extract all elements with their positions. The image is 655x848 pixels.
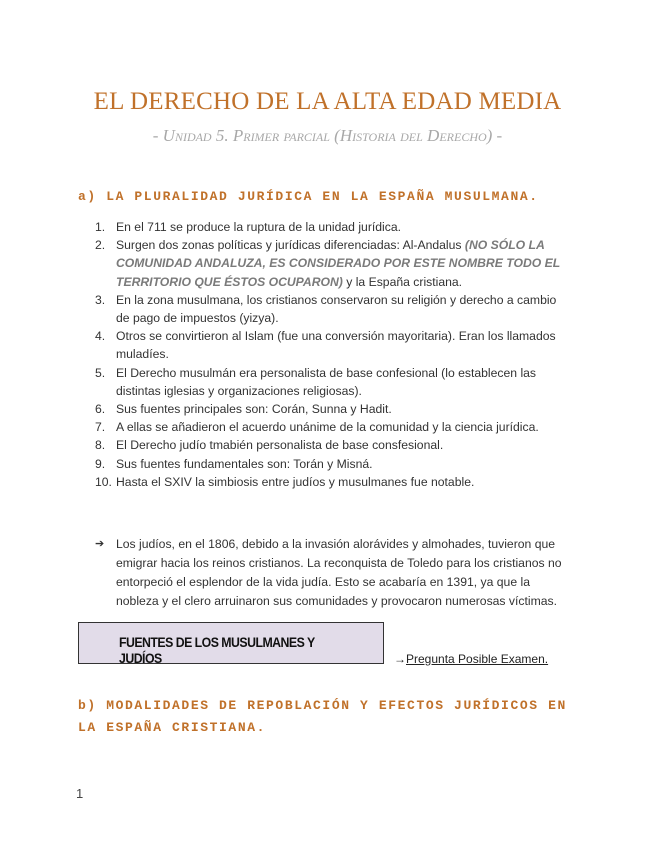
list-item [95, 327, 565, 363]
list-item [95, 418, 565, 436]
list-text: Sus fuentes principales son: Corán, Sunna y Hadit. [116, 402, 392, 417]
list-item [95, 291, 565, 327]
list-text: A ellas se añadieron el acuerdo unánime de la comunidad y la ciencia jurídica. [116, 420, 539, 435]
list-item [95, 473, 565, 491]
list-number: 6. [95, 402, 106, 417]
document-title: EL DERECHO DE LA ALTA EDAD MEDIA [93, 88, 562, 115]
arrow-paragraph-text: Los judíos, en el 1806, debido a la invasión alorávides y almohades, tuvieron que emigrar hacia los reinos cristianos. La reconquista de Toledo para los cristianos no entorpeció el esplendor de la vida judía. Esto se acabaría en 1391, ya que la nobleza y el clero arruinaron sus comunidades y provocaron numerosas víctimas. [116, 537, 562, 608]
page-number: 1 [76, 786, 84, 801]
list-item [95, 364, 565, 400]
section-b-heading: b) MODALIDADES DE REPOBLACIÓN Y EFECTOS JURÍDICOS EN LA ESPAÑA CRISTIANA. [78, 698, 567, 735]
section-a-heading: a) LA PLURALIDAD JURÍDICA EN LA ESPAÑA MUSULMANA. [78, 189, 539, 204]
right-arrow-icon: → [394, 652, 406, 666]
list-number: 3. [95, 292, 106, 307]
list-item [95, 218, 565, 236]
list-number: 7. [95, 420, 106, 435]
list-item [95, 455, 565, 473]
list-number: 2. [95, 238, 106, 253]
highlight-box [78, 622, 384, 664]
list-text: En el 711 se produce la ruptura de la unidad jurídica. [116, 220, 402, 234]
exam-note-text: Pregunta Posible Examen. [406, 652, 549, 666]
list-text-pre: Surgen dos zonas políticas y jurídicas diferenciadas: Al-Andalus [116, 238, 465, 253]
list-number: 9. [95, 456, 106, 471]
document-subtitle: - Unidad 5. Primer parcial (Historia del Derecho) - [152, 126, 503, 145]
list-item [95, 400, 565, 418]
list-text: Otros se convirtieron al Islam (fue una conversión mayoritaria). Eran los llamados muladíes. [116, 329, 556, 362]
list-text-post: y la España cristiana. [342, 274, 463, 289]
emphasis-note: (NO SÓLO LA COMUNIDAD ANDALUZA, ES CONSIDERADO POR ESTE NOMBRE TODO EL TERRITORIO QUE ÉSTOS OCUPARON) [116, 238, 560, 289]
list-number: 1. [95, 220, 106, 234]
numbered-list [95, 218, 565, 491]
arrow-bullet-icon: ➔ [95, 538, 105, 550]
exam-note [394, 652, 548, 666]
list-number: 5. [95, 365, 106, 380]
list-text: En la zona musulmana, los cristianos conservaron su religión y derecho a cambio de pago de impuestos (yizya). [116, 292, 557, 326]
list-text: Hasta el SXIV la simbiosis entre judíos y musulmanes fue notable. [116, 474, 475, 489]
list-text: El Derecho judío tmabién personalista de base consfesional. [116, 438, 444, 453]
list-text [116, 236, 565, 291]
highlight-box-label: FUENTES DE LOS MUSULMANES Y JUDÍOS [119, 634, 315, 666]
list-number: 8. [95, 438, 106, 453]
list-item [95, 236, 565, 291]
list-number: 4. [95, 329, 106, 344]
list-item [95, 436, 565, 454]
list-number: 10. [95, 474, 112, 489]
list-text: El Derecho musulmán era personalista de base confesional (lo establecen las distintas iglesias y organizaciones religiosas). [116, 365, 537, 398]
arrow-paragraph [95, 535, 575, 611]
list-text: Sus fuentes fundamentales son: Torán y Misná. [116, 456, 373, 471]
